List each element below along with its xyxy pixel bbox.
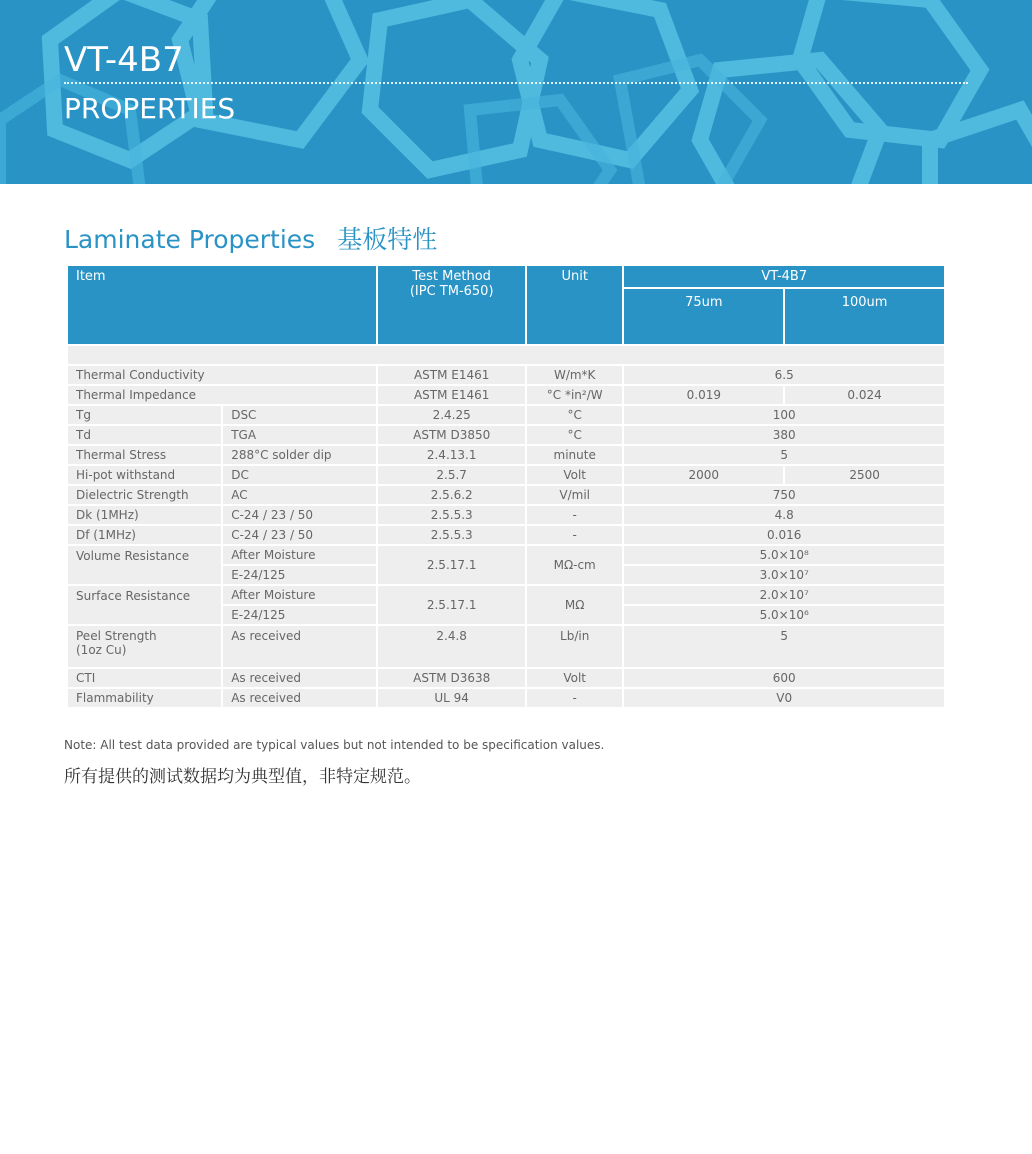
table-row: [68, 626, 944, 667]
cell-unit: -: [527, 506, 622, 524]
cell-method: 2.5.17.1: [378, 546, 525, 584]
cell-item: Dielectric Strength: [68, 486, 221, 504]
header-banner: [0, 0, 1032, 184]
cell-unit: V/mil: [527, 486, 622, 504]
cell-condition: After Moisture: [223, 546, 376, 564]
cell-item: Volume Resistance: [68, 546, 221, 584]
cell-value: V0: [624, 689, 944, 707]
cell-condition: AC: [223, 486, 376, 504]
cell-condition: As received: [223, 626, 376, 667]
cell-method: UL 94: [378, 689, 525, 707]
cell-unit: Volt: [527, 466, 622, 484]
cell-item: Thermal Impedance: [68, 386, 376, 404]
cell-value: 100: [624, 406, 944, 424]
cell-item: Thermal Conductivity: [68, 366, 376, 384]
cell-condition: E-24/125: [223, 566, 376, 584]
cell-value: 5: [624, 626, 944, 667]
section-title-en: Laminate Properties: [64, 225, 316, 254]
product-title: VT-4B7: [64, 40, 184, 80]
cell-unit: -: [527, 526, 622, 544]
header-unit: Unit: [527, 266, 622, 344]
table-row: [68, 486, 944, 504]
cell-unit: MΩ-cm: [527, 546, 622, 584]
header-test-method-sub: (IPC TM-650): [409, 284, 494, 299]
cell-method: ASTM E1461: [378, 386, 525, 404]
cell-value: 6.5: [624, 366, 944, 384]
cell-value: 4.8: [624, 506, 944, 524]
note-english: Note: All test data provided are typical values but not intended to be specification values.: [64, 738, 605, 752]
cell-method: 2.4.13.1: [378, 446, 525, 464]
header-test-method-label: Test Method: [412, 269, 491, 284]
section-title-cn: 基板特性: [337, 225, 438, 254]
table-row: [68, 586, 944, 604]
cell-item: Surface Resistance: [68, 586, 221, 624]
cell-value: 5.0×10⁸: [624, 546, 944, 564]
cell-method: ASTM D3850: [378, 426, 525, 444]
cell-value-100um: 2500: [785, 466, 944, 484]
cell-condition: DC: [223, 466, 376, 484]
cell-value: 3.0×10⁷: [624, 566, 944, 584]
dotted-divider: [64, 82, 968, 84]
table-row: [68, 386, 944, 404]
cell-item: Dk (1MHz): [68, 506, 221, 524]
cell-unit: W/m*K: [527, 366, 622, 384]
cell-item: Flammability: [68, 689, 221, 707]
header-thickness-75: 75um: [624, 289, 783, 344]
cell-value: 5: [624, 446, 944, 464]
cell-item: Thermal Stress: [68, 446, 221, 464]
cell-item: CTI: [68, 669, 221, 687]
section-heading: [64, 220, 437, 256]
cell-value-100um: 0.024: [785, 386, 944, 404]
table-row: [68, 526, 944, 544]
note-chinese: 所有提供的测试数据均为典型值，非特定规范。: [64, 767, 421, 787]
cell-method: 2.5.17.1: [378, 586, 525, 624]
cell-value: 0.016: [624, 526, 944, 544]
header-product: VT-4B7: [624, 266, 944, 287]
cell-unit: -: [527, 689, 622, 707]
cell-unit: °C: [527, 426, 622, 444]
page-subtitle: PROPERTIES: [64, 92, 236, 125]
cell-value-75um: 2000: [624, 466, 783, 484]
table-row: [68, 446, 944, 464]
cell-item: Td: [68, 426, 221, 444]
cell-unit: MΩ: [527, 586, 622, 624]
cell-item: [68, 626, 221, 667]
cell-unit: minute: [527, 446, 622, 464]
cell-method: 2.5.7: [378, 466, 525, 484]
table-row: [68, 506, 944, 524]
cell-unit: Lb/in: [527, 626, 622, 667]
table-row: [68, 406, 944, 424]
cell-item-line-2: (1oz Cu): [76, 643, 127, 657]
cell-condition: TGA: [223, 426, 376, 444]
cell-condition: DSC: [223, 406, 376, 424]
cell-value: 600: [624, 669, 944, 687]
table-row: [68, 466, 944, 484]
cell-item-line-1: Peel Strength: [76, 629, 157, 643]
cell-unit: °C: [527, 406, 622, 424]
cell-item: Hi-pot withstand: [68, 466, 221, 484]
cell-method: ASTM D3638: [378, 669, 525, 687]
cell-method: 2.5.5.3: [378, 526, 525, 544]
table-row: [68, 546, 944, 564]
cell-method: 2.4.8: [378, 626, 525, 667]
cell-value: 380: [624, 426, 944, 444]
cell-condition: E-24/125: [223, 606, 376, 624]
cell-method: 2.5.5.3: [378, 506, 525, 524]
header-item: Item: [68, 266, 376, 344]
cell-value: 5.0×10⁶: [624, 606, 944, 624]
cell-condition: 288°C solder dip: [223, 446, 376, 464]
cell-condition: C-24 / 23 / 50: [223, 526, 376, 544]
laminate-properties-table: [66, 264, 946, 709]
header-test-method: [378, 266, 525, 344]
cell-condition: As received: [223, 689, 376, 707]
table-row: [68, 669, 944, 687]
cell-condition: As received: [223, 669, 376, 687]
cell-unit: Volt: [527, 669, 622, 687]
cell-unit: °C *in²/W: [527, 386, 622, 404]
cell-method: 2.4.25: [378, 406, 525, 424]
table-row: [68, 689, 944, 707]
table-row: [68, 366, 944, 384]
header-thickness-100: 100um: [785, 289, 944, 344]
table-row: [68, 426, 944, 444]
cell-condition: After Moisture: [223, 586, 376, 604]
cell-method: ASTM E1461: [378, 366, 525, 384]
cell-item: Df (1MHz): [68, 526, 221, 544]
cell-method: 2.5.6.2: [378, 486, 525, 504]
cell-value-75um: 0.019: [624, 386, 783, 404]
cell-value: 2.0×10⁷: [624, 586, 944, 604]
cell-item: Tg: [68, 406, 221, 424]
cell-value: 750: [624, 486, 944, 504]
cell-condition: C-24 / 23 / 50: [223, 506, 376, 524]
